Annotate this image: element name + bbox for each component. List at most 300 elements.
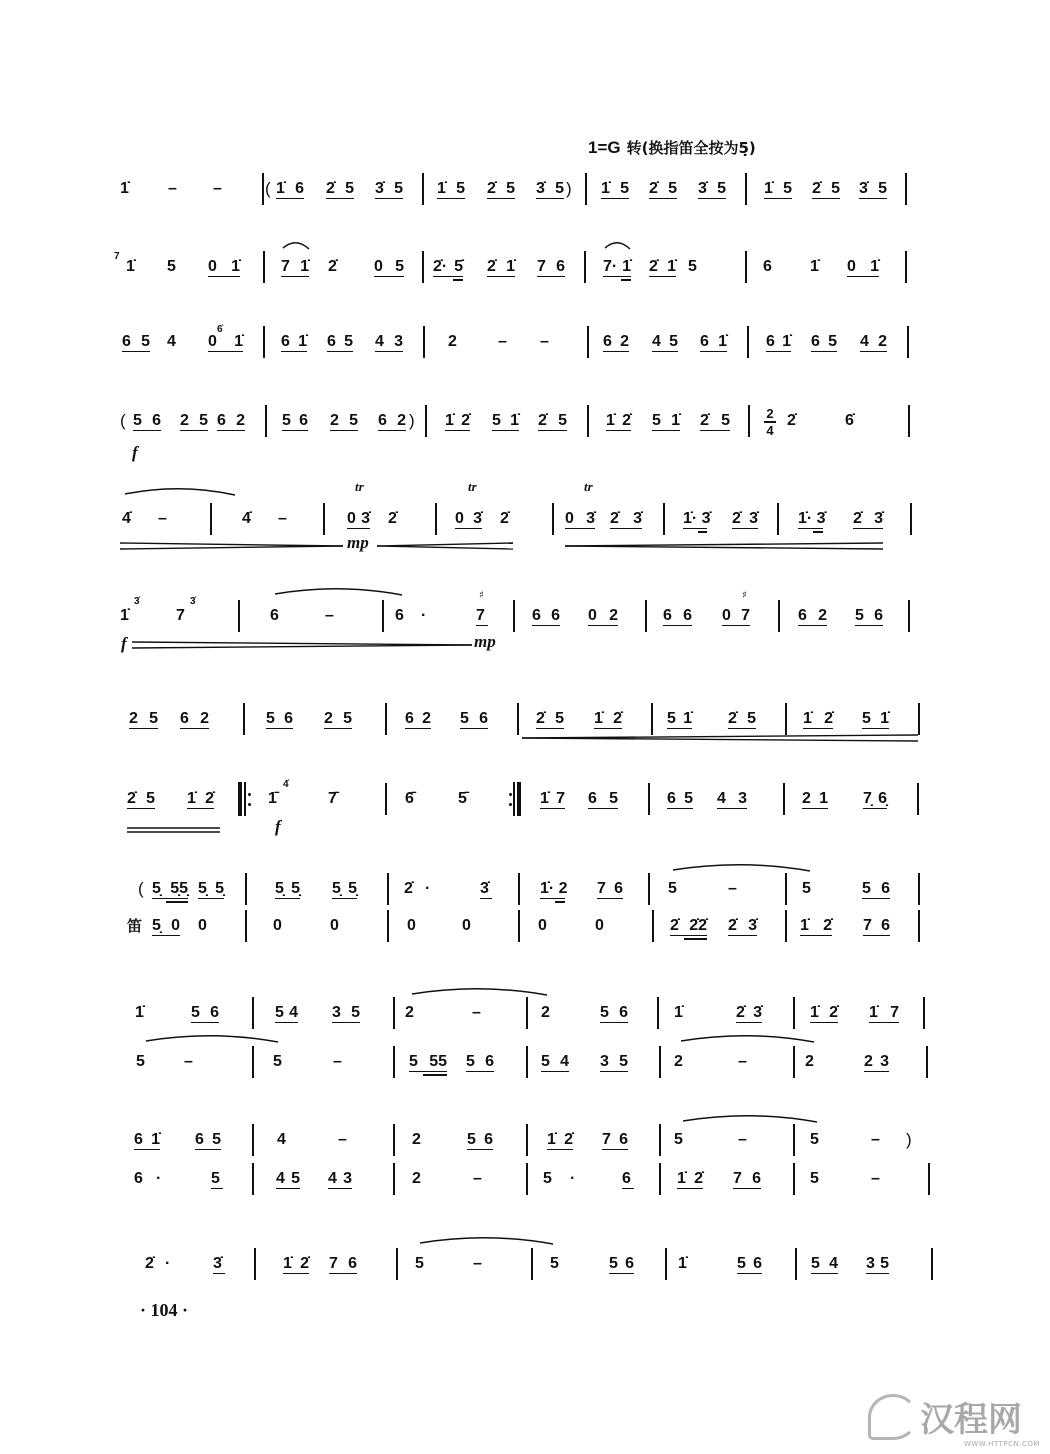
note-group	[480, 880, 492, 899]
note-group	[649, 258, 676, 277]
note-group	[487, 258, 515, 277]
sixteenth-underline	[621, 279, 631, 281]
barline	[908, 600, 910, 632]
barline	[645, 600, 647, 632]
note-group	[407, 917, 419, 935]
note-text: 7 6	[597, 880, 623, 897]
note-text: 0 2	[588, 607, 618, 624]
note-text: 3̇ 5	[698, 180, 726, 197]
note-text: 5 4	[541, 1053, 569, 1070]
barline	[387, 873, 389, 905]
note-text: 2̇ 5	[700, 412, 730, 429]
note-group	[332, 880, 357, 899]
note-group	[395, 607, 407, 625]
note-group	[275, 880, 300, 899]
note-group	[281, 333, 307, 352]
note-group	[700, 412, 730, 431]
note-text: 1̇ 2̇	[547, 1131, 573, 1148]
note-text: 6 2	[378, 412, 406, 429]
slur-arc	[275, 589, 402, 595]
key-signature: 1=G	[588, 138, 621, 157]
repeat-dot	[248, 793, 251, 796]
note-group	[388, 510, 400, 528]
watermark-swirl-icon	[868, 1394, 918, 1440]
repeat-end-thin-bar	[513, 782, 515, 816]
note-group	[405, 1004, 417, 1022]
note-group	[145, 1255, 157, 1273]
barline	[907, 326, 909, 358]
barline	[651, 703, 653, 735]
note-group	[129, 710, 158, 729]
note-text: 1̇ 2̇	[803, 710, 833, 727]
repeat-dot	[509, 793, 512, 796]
note-text: 2̇ 3̇	[728, 917, 757, 934]
note-text: 2 5	[330, 412, 358, 429]
note-text: 6 5	[122, 333, 150, 350]
note-text: 7 6	[602, 1131, 628, 1148]
note-group	[736, 1004, 762, 1023]
note-group	[863, 790, 887, 809]
note-text: 2̇ 5	[127, 790, 155, 807]
note-text: 2̇ 3̇	[736, 1004, 762, 1021]
note-group	[595, 917, 607, 935]
note-group	[609, 1255, 634, 1274]
barline	[518, 873, 520, 905]
note-text: 5̄	[458, 790, 467, 807]
note-text: 2	[405, 1004, 414, 1021]
barline	[262, 173, 264, 205]
note-group	[588, 790, 618, 809]
note-group	[810, 1170, 822, 1188]
barline	[238, 600, 240, 632]
barline	[663, 503, 665, 535]
note-group	[330, 412, 358, 431]
note-text: 5	[688, 258, 697, 275]
note-group	[738, 1131, 750, 1149]
barline	[393, 1124, 395, 1156]
note-group	[409, 1053, 447, 1072]
grace-note: 3̇	[190, 596, 196, 607]
note-text: 0 1̇	[208, 333, 243, 350]
sixteenth-underline	[698, 531, 707, 533]
note-text: 3̇ 5	[536, 180, 564, 197]
barline	[657, 997, 659, 1029]
note-text: 5	[674, 1131, 683, 1148]
note-group	[728, 710, 756, 729]
note-group	[211, 1170, 223, 1189]
barline	[396, 1248, 398, 1280]
note-text: 3̇ 5	[375, 180, 403, 197]
barline	[422, 251, 424, 283]
note-text: 1̇	[810, 258, 819, 275]
note-text: 1̇ 2̇	[187, 790, 214, 807]
note-text: 5 6	[467, 1131, 493, 1148]
note-text: 5 6	[466, 1053, 494, 1070]
note-text: 5	[668, 880, 677, 897]
note-group	[120, 607, 132, 625]
note-group	[127, 790, 155, 809]
note-text: 1̇ 2̇	[445, 412, 470, 429]
note-text: 0	[462, 917, 471, 934]
note-text: 7 6	[863, 917, 890, 934]
barline	[518, 910, 520, 942]
sharp-sign: ♯	[479, 590, 484, 601]
note-text: 7 6	[537, 258, 565, 275]
note-group	[717, 790, 747, 809]
note-text: 1̇	[120, 607, 129, 624]
barline	[517, 703, 519, 735]
note-text: 2̇	[787, 412, 796, 429]
note-group	[375, 333, 403, 352]
crescendo-hairpin	[522, 735, 918, 738]
note-group	[466, 1053, 494, 1072]
note-group	[328, 790, 340, 808]
time-signature-top: 2	[766, 406, 774, 421]
note-group	[152, 917, 180, 936]
note-group	[412, 1170, 424, 1188]
note-group	[594, 710, 622, 729]
note-text: 4̇	[122, 510, 131, 527]
dynamic-marking: f	[121, 634, 127, 653]
note-text: 2 1	[802, 790, 828, 807]
note-text: 1̇ 5	[764, 180, 792, 197]
note-group	[187, 790, 214, 809]
note-group	[810, 258, 822, 276]
note-text: 2̇ 5	[326, 180, 354, 197]
note-text: 7 1̇	[281, 258, 309, 275]
note-group	[667, 790, 693, 809]
note-text: 6 2	[217, 412, 245, 429]
note-text: 2̇ 1̇	[487, 258, 515, 275]
note-group	[405, 710, 431, 729]
barline	[323, 503, 325, 535]
note-group	[217, 412, 245, 431]
note-text: 5̣ 5̣5̣	[152, 880, 188, 897]
note-text: 2̇	[500, 510, 509, 527]
note-group	[597, 880, 623, 899]
note-group	[811, 1255, 838, 1274]
note-text: 2 3	[864, 1053, 889, 1070]
note-text: 5	[810, 1131, 819, 1148]
note-group	[122, 510, 134, 528]
note-text: 0 3̇	[565, 510, 595, 527]
barline	[793, 1124, 795, 1156]
note-group	[487, 180, 515, 199]
note-group	[126, 258, 138, 276]
note-text: 5 6	[862, 880, 890, 897]
note-text: 7̣ 6̣	[863, 790, 887, 807]
note-text: 5	[167, 258, 176, 275]
note-group	[180, 710, 209, 729]
note-group	[347, 510, 370, 529]
note-group	[871, 1170, 883, 1188]
slur-arc	[605, 243, 630, 249]
note-group	[663, 607, 692, 626]
note-text: 5 6	[855, 607, 883, 624]
note-text: –	[158, 510, 167, 527]
note-group	[198, 917, 210, 935]
note-group	[378, 412, 406, 431]
bracket: )	[906, 1130, 912, 1149]
note-group	[798, 510, 826, 529]
decrescendo-hairpin	[120, 546, 343, 549]
note-text: 2	[674, 1053, 683, 1070]
grace-note: 6̇	[217, 324, 223, 335]
note-group	[570, 1170, 576, 1188]
note-group	[476, 607, 488, 626]
note-group	[600, 1004, 628, 1023]
note-group	[208, 333, 243, 352]
repeat-end-thick-bar	[517, 782, 521, 816]
barline	[745, 251, 747, 283]
note-text: 4 5	[276, 1170, 300, 1187]
note-text: 5	[543, 1170, 552, 1187]
note-group	[270, 607, 282, 625]
note-text: –	[213, 180, 222, 197]
note-text: 5 6	[133, 412, 161, 429]
note-text: 0	[330, 917, 339, 934]
barline	[785, 910, 787, 942]
barline	[587, 405, 589, 437]
note-group	[425, 880, 431, 898]
note-text: ·	[165, 1255, 171, 1272]
barline	[531, 1248, 533, 1280]
dynamic-marking: f	[275, 817, 281, 836]
grace-note: 4̇	[283, 779, 289, 790]
note-group	[276, 1170, 300, 1189]
note-text: 5	[550, 1255, 559, 1272]
note-text: 5 1̇	[667, 710, 692, 727]
barline	[905, 251, 907, 283]
note-text: 0	[595, 917, 604, 934]
note-group	[547, 1131, 573, 1150]
note-text: 6	[763, 258, 772, 275]
note-group	[405, 790, 417, 808]
note-text: 7̄	[328, 790, 337, 807]
note-group	[805, 1053, 817, 1071]
note-group	[866, 1255, 889, 1274]
note-text: 6 2	[798, 607, 827, 624]
note-group	[433, 258, 463, 277]
note-text: 3 5	[866, 1255, 889, 1272]
note-group	[859, 180, 887, 199]
note-text: –	[473, 1170, 482, 1187]
note-group	[853, 510, 883, 529]
note-text: 0 5	[374, 258, 404, 275]
note-text: 0 7	[722, 607, 750, 624]
note-text: –	[325, 607, 334, 624]
note-text: 6 5	[667, 790, 693, 807]
note-group	[134, 1170, 146, 1188]
trill-marking: tr	[468, 479, 477, 494]
slur-arc	[283, 243, 309, 249]
note-group	[538, 412, 567, 431]
note-text: 4 3	[375, 333, 403, 350]
note-group	[540, 880, 568, 899]
note-text: 5 6	[609, 1255, 634, 1272]
note-text: 5	[273, 1053, 282, 1070]
note-text: 2	[412, 1131, 421, 1148]
barline	[252, 1046, 254, 1078]
note-group	[812, 180, 840, 199]
watermark-url: WWW.HTTPCN.COM	[964, 1440, 1040, 1448]
note-text: 1̇ 2̇	[810, 1004, 838, 1021]
barline	[748, 405, 750, 437]
note-text: 6̄	[405, 790, 414, 807]
note-text: 5 1̇	[862, 710, 889, 727]
barline	[652, 910, 654, 942]
note-group	[603, 258, 631, 277]
note-text: 2	[541, 1004, 550, 1021]
note-text: 5	[802, 880, 811, 897]
dynamic-marking: f	[132, 443, 138, 462]
barline	[393, 997, 395, 1029]
barline	[252, 1124, 254, 1156]
crescendo-hairpin	[377, 546, 513, 549]
note-group	[602, 1131, 628, 1150]
dynamic-marking: mp	[347, 533, 369, 552]
note-text: –	[540, 333, 549, 350]
note-group	[652, 412, 680, 431]
note-text: 1̇ 6	[276, 180, 304, 197]
note-group	[536, 710, 564, 729]
note-text: 0 3̇	[347, 510, 370, 527]
note-text: 2̇ 5	[812, 180, 840, 197]
time-signature-bottom: 4	[766, 422, 774, 438]
note-group	[448, 333, 460, 351]
note-group	[550, 1255, 562, 1273]
dynamic-marking: mp	[474, 632, 496, 651]
note-text: 2̇	[388, 510, 397, 527]
bracket: )	[566, 179, 572, 198]
note-group	[677, 1170, 703, 1189]
trill-marking: tr	[355, 479, 364, 494]
note-group	[737, 1255, 762, 1274]
note-group	[863, 917, 890, 936]
note-group	[184, 1053, 196, 1071]
note-group	[698, 180, 726, 199]
crescendo-hairpin	[565, 546, 883, 549]
bracket: (	[138, 879, 144, 898]
note-text: 6 1̇	[700, 333, 727, 350]
note-group	[600, 1053, 628, 1072]
barline	[254, 1248, 256, 1280]
note-text: 5̣ 5̣	[275, 880, 300, 897]
note-text: 4 3	[328, 1170, 352, 1187]
note-group	[273, 1053, 285, 1071]
barline	[905, 173, 907, 205]
barline	[526, 1163, 528, 1195]
grace-note: 7	[114, 251, 120, 262]
note-group	[136, 1053, 148, 1071]
barline	[526, 1046, 528, 1078]
note-group	[492, 412, 519, 431]
note-group	[282, 412, 308, 431]
barline	[745, 173, 747, 205]
note-group	[191, 1004, 219, 1023]
note-text: –	[728, 880, 737, 897]
slur-arc	[420, 1238, 553, 1244]
note-group	[541, 1004, 553, 1022]
barline	[659, 1046, 661, 1078]
note-text: 2̇ 3̇	[610, 510, 642, 527]
barline	[210, 503, 212, 535]
barline	[385, 783, 387, 815]
note-text: 2̇ 5	[536, 710, 564, 727]
note-text: 2̇ 5	[649, 180, 677, 197]
note-group	[213, 180, 225, 198]
note-group	[798, 607, 827, 626]
note-group	[242, 510, 254, 528]
sixteenth-underline	[453, 279, 463, 281]
note-text: 7	[476, 607, 485, 624]
note-text: 4	[167, 333, 176, 350]
sixteenth-underline	[684, 938, 707, 940]
note-group	[283, 1255, 309, 1274]
note-group	[540, 790, 565, 809]
note-group	[728, 880, 740, 898]
note-text: 0 1̇	[847, 258, 879, 275]
slur-arc	[673, 865, 810, 871]
barline	[513, 600, 515, 632]
note-text: 2̇ 5	[487, 180, 515, 197]
bracket: )	[409, 411, 415, 430]
note-text: 4 3	[717, 790, 747, 807]
slur-arc	[683, 1116, 817, 1122]
note-text: 2̇· 5̇	[433, 258, 463, 275]
note-group	[722, 607, 750, 626]
note-group	[374, 258, 404, 277]
note-group	[273, 917, 285, 935]
note-text: 2̇	[404, 880, 413, 897]
note-text: 6 2	[180, 710, 209, 727]
note-text: 3 5	[332, 1004, 360, 1021]
note-group	[472, 1004, 484, 1022]
note-text: 2 5	[180, 412, 208, 429]
note-group	[766, 333, 791, 352]
note-text: 5 4	[811, 1255, 838, 1272]
note-group	[278, 510, 290, 528]
note-group	[674, 1131, 686, 1149]
barline	[648, 873, 650, 905]
note-text: 4 5	[652, 333, 678, 350]
note-text: 5 6	[282, 412, 308, 429]
note-group	[338, 1131, 350, 1149]
slur-arc	[412, 989, 547, 995]
note-text: 6 6	[663, 607, 692, 624]
note-text: 5̣ 5̣	[198, 880, 224, 897]
note-group	[168, 180, 180, 198]
note-group	[688, 258, 700, 276]
note-text: 5 6	[460, 710, 488, 727]
repeat-start-thin-bar	[244, 782, 246, 816]
barline	[926, 1046, 928, 1078]
part-label: 笛	[127, 917, 143, 935]
note-group	[134, 1131, 160, 1150]
note-group	[458, 790, 470, 808]
note-text: 1̇ 2̇	[800, 917, 832, 934]
note-text: 1̇ 2̇	[283, 1255, 309, 1272]
barline	[252, 1163, 254, 1195]
barline	[526, 997, 528, 1029]
note-group	[847, 258, 879, 277]
note-text: –	[168, 180, 177, 197]
note-text: 1̇	[674, 1004, 683, 1021]
note-text: ·	[156, 1170, 162, 1187]
note-group	[811, 333, 837, 352]
note-group	[601, 180, 629, 199]
note-text: 4̇	[242, 510, 251, 527]
